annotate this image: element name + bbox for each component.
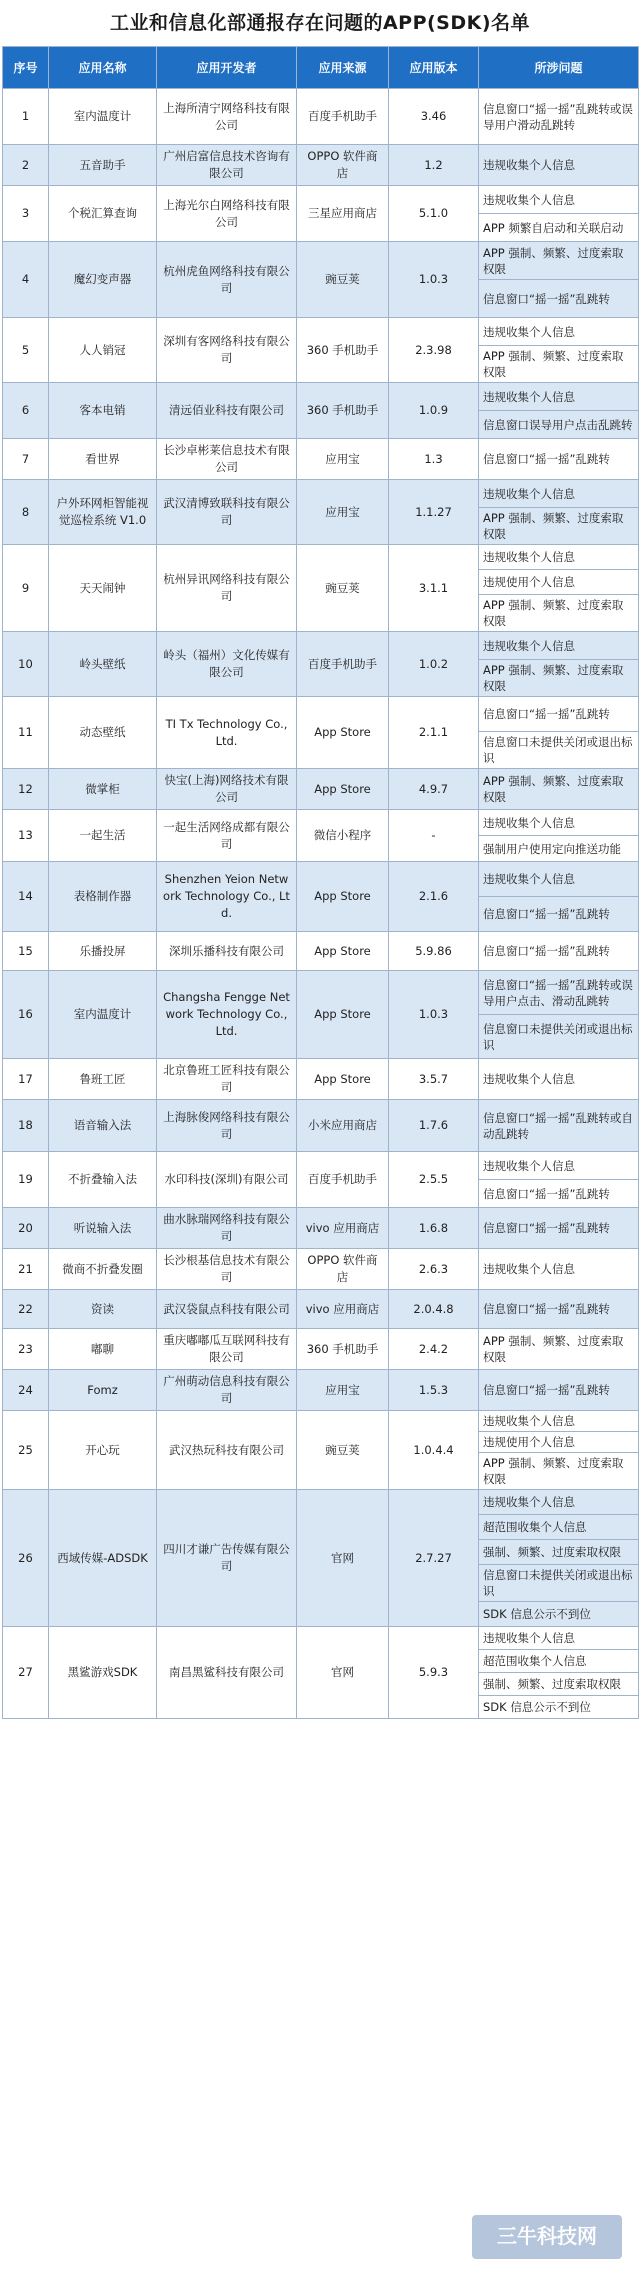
cell-issue: 信息窗口未提供关闭或退出标识 xyxy=(479,1015,639,1059)
cell-app-name: 人人销冠 xyxy=(49,318,157,383)
cell-issue: 信息窗口“摇一摇”乱跳转 xyxy=(479,1208,639,1249)
table-row xyxy=(3,1627,639,1650)
cell-version: 2.7.27 xyxy=(389,1490,479,1627)
cell-issue: 超范围收集个人信息 xyxy=(479,1515,639,1540)
cell-issue: 信息窗口“摇一摇”乱跳转 xyxy=(479,932,639,971)
cell-issue: APP 频繁自启动和关联启动 xyxy=(479,214,639,242)
cell-no: 9 xyxy=(3,545,49,632)
table-row xyxy=(3,383,639,411)
cell-issue: APP 强制、频繁、过度索取权限 xyxy=(479,660,639,697)
cell-app-name: 开心玩 xyxy=(49,1411,157,1490)
cell-version: 2.3.98 xyxy=(389,318,479,383)
app-list-table xyxy=(2,46,639,1719)
cell-source: App Store xyxy=(297,862,389,932)
cell-app-name: Fomz xyxy=(49,1370,157,1411)
cell-issue: APP 强制、频繁、过度索取权限 xyxy=(479,242,639,280)
cell-issue: 信息窗口“摇一摇”乱跳转或误导用户点击、滑动乱跳转 xyxy=(479,971,639,1015)
cell-developer: 武汉袋鼠点科技有限公司 xyxy=(157,1290,297,1329)
cell-no: 11 xyxy=(3,697,49,769)
cell-no: 2 xyxy=(3,145,49,186)
cell-developer: 深圳有客网络科技有限公司 xyxy=(157,318,297,383)
cell-app-name: 资读 xyxy=(49,1290,157,1329)
cell-issue: 信息窗口“摇一摇”乱跳转 xyxy=(479,1370,639,1411)
cell-issue: APP 强制、频繁、过度索取权限 xyxy=(479,595,639,632)
cell-source: 百度手机助手 xyxy=(297,1152,389,1208)
cell-issue: APP 强制、频繁、过度索取权限 xyxy=(479,1329,639,1370)
cell-version: 1.0.2 xyxy=(389,632,479,697)
cell-no: 8 xyxy=(3,480,49,545)
header-version: 应用版本 xyxy=(389,47,479,89)
cell-issue: 违规收集个人信息 xyxy=(479,145,639,186)
cell-developer: 上海光尔白网络科技有限公司 xyxy=(157,186,297,242)
table-row xyxy=(3,862,639,897)
cell-source: 官网 xyxy=(297,1490,389,1627)
cell-source: 应用宝 xyxy=(297,1370,389,1411)
cell-version: 3.1.1 xyxy=(389,545,479,632)
page-title: 工业和信息化部通报存在问题的APP(SDK)名单 xyxy=(109,12,531,34)
cell-version: 2.6.3 xyxy=(389,1249,479,1290)
cell-app-name: 嘟聊 xyxy=(49,1329,157,1370)
cell-issue: 信息窗口“摇一摇”乱跳转 xyxy=(479,280,639,318)
cell-source: App Store xyxy=(297,1059,389,1100)
cell-app-name: 一起生活 xyxy=(49,810,157,862)
cell-source: 360 手机助手 xyxy=(297,318,389,383)
cell-no: 6 xyxy=(3,383,49,439)
cell-no: 27 xyxy=(3,1627,49,1719)
cell-app-name: 动态壁纸 xyxy=(49,697,157,769)
cell-source: 豌豆荚 xyxy=(297,1411,389,1490)
cell-version: 2.1.1 xyxy=(389,697,479,769)
cell-version: 1.0.3 xyxy=(389,971,479,1059)
cell-source: 360 手机助手 xyxy=(297,383,389,439)
cell-version: 3.46 xyxy=(389,89,479,145)
cell-version: 2.4.2 xyxy=(389,1329,479,1370)
table-row xyxy=(3,145,639,186)
table-row xyxy=(3,1411,639,1432)
cell-source: 豌豆荚 xyxy=(297,242,389,318)
cell-source: App Store xyxy=(297,769,389,810)
cell-developer: 清远佰业科技有限公司 xyxy=(157,383,297,439)
cell-version: 1.1.27 xyxy=(389,480,479,545)
table-row xyxy=(3,1290,639,1329)
cell-source: 豌豆荚 xyxy=(297,545,389,632)
cell-no: 21 xyxy=(3,1249,49,1290)
table-row xyxy=(3,697,639,732)
cell-issue: 超范围收集个人信息 xyxy=(479,1650,639,1673)
cell-source: vivo 应用商店 xyxy=(297,1290,389,1329)
cell-app-name: 室内温度计 xyxy=(49,971,157,1059)
cell-issue: 违规收集个人信息 xyxy=(479,318,639,346)
cell-version: 2.0.4.8 xyxy=(389,1290,479,1329)
cell-app-name: 五音助手 xyxy=(49,145,157,186)
cell-developer: 上海所清宁网络科技有限公司 xyxy=(157,89,297,145)
cell-app-name: 户外环网柜智能视觉巡检系统 V1.0 xyxy=(49,480,157,545)
cell-version: 2.1.6 xyxy=(389,862,479,932)
cell-no: 12 xyxy=(3,769,49,810)
cell-no: 24 xyxy=(3,1370,49,1411)
cell-issue: 违规收集个人信息 xyxy=(479,1059,639,1100)
cell-app-name: 表格制作器 xyxy=(49,862,157,932)
cell-app-name: 乐播投屏 xyxy=(49,932,157,971)
cell-app-name: 微商不折叠发圈 xyxy=(49,1249,157,1290)
cell-issue: 信息窗口“摇一摇”乱跳转 xyxy=(479,897,639,932)
cell-source: 三星应用商店 xyxy=(297,186,389,242)
table-row xyxy=(3,242,639,280)
cell-developer: 四川才谦广告传媒有限公司 xyxy=(157,1490,297,1627)
cell-developer: 南昌黑鲨科技有限公司 xyxy=(157,1627,297,1719)
table-row xyxy=(3,89,639,145)
cell-source: 应用宝 xyxy=(297,439,389,480)
table-row xyxy=(3,971,639,1015)
cell-app-name: 岭头壁纸 xyxy=(49,632,157,697)
cell-issue: 违规收集个人信息 xyxy=(479,810,639,836)
cell-app-name: 黑鲨游戏SDK xyxy=(49,1627,157,1719)
cell-no: 19 xyxy=(3,1152,49,1208)
cell-no: 5 xyxy=(3,318,49,383)
cell-version: 5.9.86 xyxy=(389,932,479,971)
table-row xyxy=(3,1370,639,1411)
cell-app-name: 微掌柜 xyxy=(49,769,157,810)
cell-no: 1 xyxy=(3,89,49,145)
cell-version: - xyxy=(389,810,479,862)
cell-no: 23 xyxy=(3,1329,49,1370)
cell-app-name: 看世界 xyxy=(49,439,157,480)
cell-developer: 水印科技(深圳)有限公司 xyxy=(157,1152,297,1208)
cell-app-name: 鲁班工匠 xyxy=(49,1059,157,1100)
cell-issue: APP 强制、频繁、过度索取权限 xyxy=(479,508,639,545)
cell-issue: 违规收集个人信息 xyxy=(479,383,639,411)
cell-issue: 信息窗口“摇一摇”乱跳转 xyxy=(479,697,639,732)
table-header-row xyxy=(3,47,639,89)
cell-developer: 北京鲁班工匠科技有限公司 xyxy=(157,1059,297,1100)
cell-source: App Store xyxy=(297,697,389,769)
cell-source: App Store xyxy=(297,932,389,971)
cell-developer: 广州萌动信息科技有限公司 xyxy=(157,1370,297,1411)
cell-developer: TI Tx Technology Co., Ltd. xyxy=(157,697,297,769)
cell-app-name: 个税汇算查询 xyxy=(49,186,157,242)
cell-version: 3.5.7 xyxy=(389,1059,479,1100)
cell-developer: Shenzhen Yeion Network Technology Co., Ltd. xyxy=(157,862,297,932)
cell-developer: 杭州异讯网络科技有限公司 xyxy=(157,545,297,632)
cell-developer: 重庆嘟嘟瓜互联网科技有限公司 xyxy=(157,1329,297,1370)
cell-version: 1.6.8 xyxy=(389,1208,479,1249)
cell-issue: 信息窗口“摇一摇”乱跳转 xyxy=(479,1180,639,1208)
cell-issue: 违规收集个人信息 xyxy=(479,186,639,214)
cell-no: 17 xyxy=(3,1059,49,1100)
cell-no: 7 xyxy=(3,439,49,480)
cell-developer: 长沙根基信息技术有限公司 xyxy=(157,1249,297,1290)
table-row xyxy=(3,1100,639,1152)
cell-no: 15 xyxy=(3,932,49,971)
header-developer: 应用开发者 xyxy=(157,47,297,89)
cell-developer: Changsha Fengge Network Technology Co., Ltd. xyxy=(157,971,297,1059)
cell-issue: 信息窗口误导用户点击乱跳转 xyxy=(479,411,639,439)
cell-version: 5.1.0 xyxy=(389,186,479,242)
table-row xyxy=(3,1329,639,1370)
table-row xyxy=(3,932,639,971)
cell-version: 5.9.3 xyxy=(389,1627,479,1719)
table-row xyxy=(3,632,639,660)
cell-issue: 强制、频繁、过度索取权限 xyxy=(479,1540,639,1565)
cell-issue: 违规收集个人信息 xyxy=(479,1490,639,1515)
table-row xyxy=(3,480,639,508)
cell-issue: 违规收集个人信息 xyxy=(479,862,639,897)
cell-app-name: 西域传媒-ADSDK xyxy=(49,1490,157,1627)
cell-issue: 信息窗口“摇一摇”乱跳转或误导用户滑动乱跳转 xyxy=(479,89,639,145)
cell-issue: 违规使用个人信息 xyxy=(479,570,639,595)
cell-no: 4 xyxy=(3,242,49,318)
header-source: 应用来源 xyxy=(297,47,389,89)
cell-version: 2.5.5 xyxy=(389,1152,479,1208)
cell-issue: 违规收集个人信息 xyxy=(479,545,639,570)
cell-developer: 曲水脉瑞网络科技有限公司 xyxy=(157,1208,297,1249)
cell-app-name: 不折叠输入法 xyxy=(49,1152,157,1208)
cell-developer: 快宝(上海)网络技术有限公司 xyxy=(157,769,297,810)
table-row xyxy=(3,810,639,836)
table-row xyxy=(3,318,639,346)
cell-issue: 信息窗口“摇一摇”乱跳转 xyxy=(479,1290,639,1329)
cell-no: 20 xyxy=(3,1208,49,1249)
cell-source: 百度手机助手 xyxy=(297,632,389,697)
cell-issue: 信息窗口“摇一摇”乱跳转或自动乱跳转 xyxy=(479,1100,639,1152)
cell-issue: 强制用户使用定向推送功能 xyxy=(479,836,639,862)
cell-source: OPPO 软件商店 xyxy=(297,145,389,186)
table-row xyxy=(3,439,639,480)
cell-source: App Store xyxy=(297,971,389,1059)
cell-issue: 违规收集个人信息 xyxy=(479,1249,639,1290)
cell-issue: 信息窗口未提供关闭或退出标识 xyxy=(479,732,639,769)
cell-app-name: 听说输入法 xyxy=(49,1208,157,1249)
cell-issue: 违规收集个人信息 xyxy=(479,632,639,660)
cell-app-name: 客本电销 xyxy=(49,383,157,439)
cell-version: 1.5.3 xyxy=(389,1370,479,1411)
cell-issue: 强制、频繁、过度索取权限 xyxy=(479,1673,639,1696)
cell-version: 1.0.9 xyxy=(389,383,479,439)
cell-issue: APP 强制、频繁、过度索取权限 xyxy=(479,769,639,810)
table-row xyxy=(3,1249,639,1290)
cell-no: 26 xyxy=(3,1490,49,1627)
cell-issue: 违规收集个人信息 xyxy=(479,1152,639,1180)
cell-version: 1.2 xyxy=(389,145,479,186)
cell-developer: 上海脉俊网络科技有限公司 xyxy=(157,1100,297,1152)
cell-no: 18 xyxy=(3,1100,49,1152)
cell-issue: SDK 信息公示不到位 xyxy=(479,1696,639,1719)
cell-no: 10 xyxy=(3,632,49,697)
cell-source: 官网 xyxy=(297,1627,389,1719)
cell-no: 13 xyxy=(3,810,49,862)
table-row xyxy=(3,186,639,214)
table-row xyxy=(3,545,639,570)
cell-developer: 广州启富信息技术咨询有限公司 xyxy=(157,145,297,186)
table-body xyxy=(3,89,639,1719)
cell-version: 1.7.6 xyxy=(389,1100,479,1152)
cell-issue: 违规使用个人信息 xyxy=(479,1432,639,1453)
cell-issue: APP 强制、频繁、过度索取权限 xyxy=(479,346,639,383)
header-no: 序号 xyxy=(3,47,49,89)
cell-source: 小米应用商店 xyxy=(297,1100,389,1152)
cell-issue: 信息窗口“摇一摇”乱跳转 xyxy=(479,439,639,480)
cell-issue: APP 强制、频繁、过度索取权限 xyxy=(479,1453,639,1490)
cell-source: 百度手机助手 xyxy=(297,89,389,145)
cell-issue: 违规收集个人信息 xyxy=(479,1627,639,1650)
cell-developer: 武汉清博致联科技有限公司 xyxy=(157,480,297,545)
cell-version: 1.0.4.4 xyxy=(389,1411,479,1490)
cell-no: 25 xyxy=(3,1411,49,1490)
table-row xyxy=(3,1152,639,1180)
cell-developer: 岭头（福州）文化传媒有限公司 xyxy=(157,632,297,697)
header-issues: 所涉问题 xyxy=(479,47,639,89)
cell-no: 22 xyxy=(3,1290,49,1329)
table-row xyxy=(3,1208,639,1249)
cell-app-name: 魔幻变声器 xyxy=(49,242,157,318)
table-row xyxy=(3,1059,639,1100)
cell-source: OPPO 软件商店 xyxy=(297,1249,389,1290)
cell-source: 应用宝 xyxy=(297,480,389,545)
table-row xyxy=(3,1490,639,1515)
cell-issue: 信息窗口未提供关闭或退出标识 xyxy=(479,1565,639,1602)
cell-developer: 长沙卓彬莱信息技术有限公司 xyxy=(157,439,297,480)
cell-source: 360 手机助手 xyxy=(297,1329,389,1370)
cell-issue: SDK 信息公示不到位 xyxy=(479,1602,639,1627)
watermark-logo: 三牛科技网 xyxy=(472,2215,622,2259)
cell-source: 微信小程序 xyxy=(297,810,389,862)
cell-source: vivo 应用商店 xyxy=(297,1208,389,1249)
table-row xyxy=(3,769,639,810)
cell-version: 4.9.7 xyxy=(389,769,479,810)
cell-no: 16 xyxy=(3,971,49,1059)
cell-no: 3 xyxy=(3,186,49,242)
cell-version: 1.0.3 xyxy=(389,242,479,318)
cell-developer: 深圳乐播科技有限公司 xyxy=(157,932,297,971)
cell-developer: 一起生活网络成都有限公司 xyxy=(157,810,297,862)
cell-issue: 违规收集个人信息 xyxy=(479,1411,639,1432)
cell-app-name: 天天闹钟 xyxy=(49,545,157,632)
cell-app-name: 室内温度计 xyxy=(49,89,157,145)
cell-issue: 违规收集个人信息 xyxy=(479,480,639,508)
header-name: 应用名称 xyxy=(49,47,157,89)
cell-developer: 杭州虎鱼网络科技有限公司 xyxy=(157,242,297,318)
cell-no: 14 xyxy=(3,862,49,932)
cell-developer: 武汉热玩科技有限公司 xyxy=(157,1411,297,1490)
cell-app-name: 语音输入法 xyxy=(49,1100,157,1152)
cell-version: 1.3 xyxy=(389,439,479,480)
